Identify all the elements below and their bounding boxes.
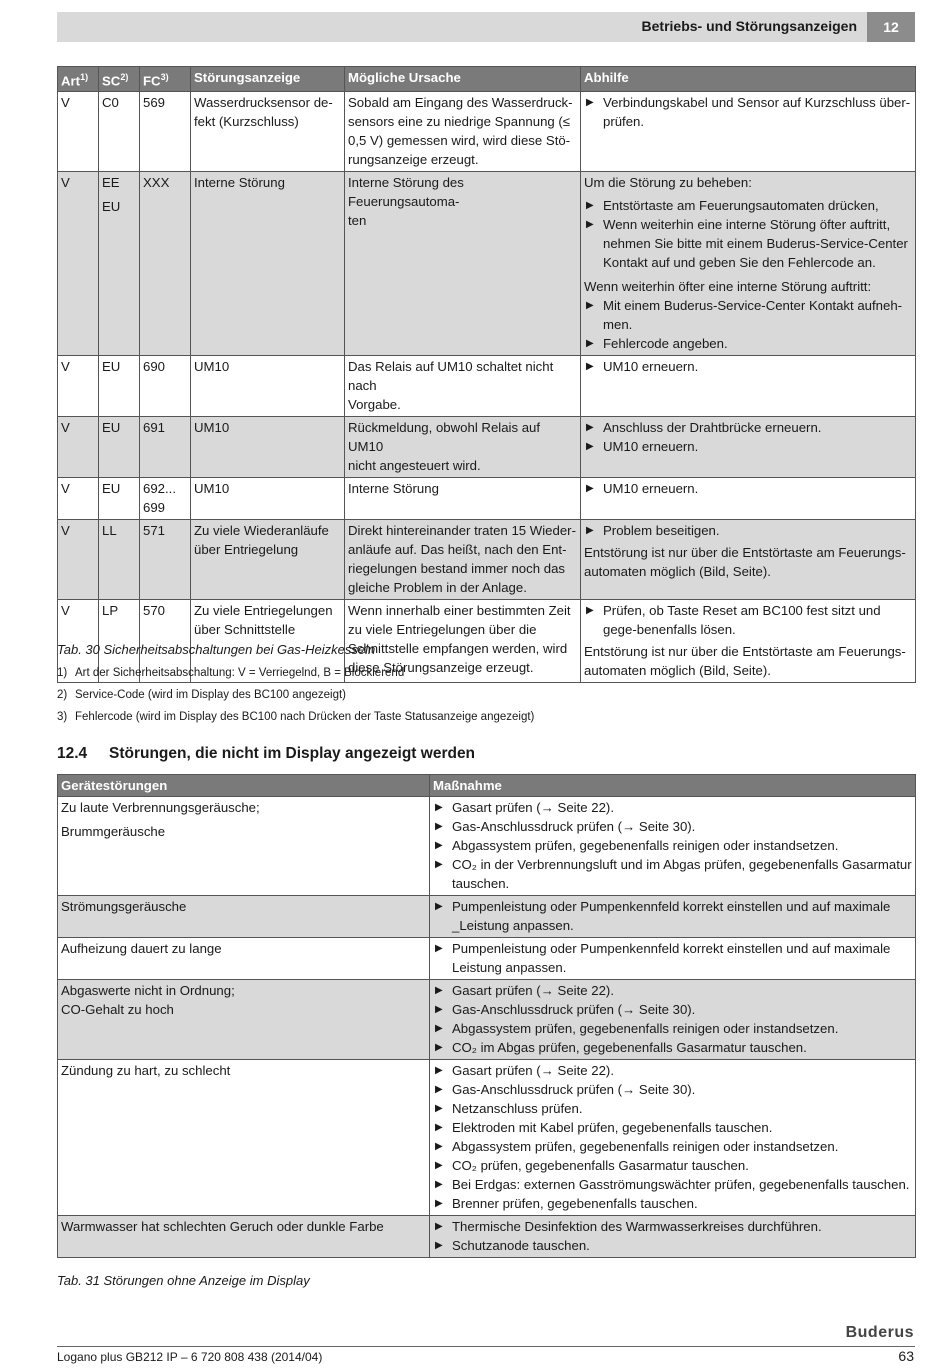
cell-display: Zu viele Wiederanläufe über Entriegelung [191,520,345,600]
table-row [58,520,916,600]
cell-sc: LL [99,520,140,600]
table-row [58,417,916,478]
page-number: 63 [898,1348,914,1364]
cell-remedy [581,520,916,600]
measure-step: ▶ CO₂ im Abgas prüfen, gegebenenfalls Gasarmatur tauschen. [433,1038,912,1057]
remedy-note: Entstörung ist nur über die Entstörtaste am Feuerungs-automaten möglich (Bild, Seite). [584,545,906,580]
remedy-step: ▶ Verbindungskabel und Sensor auf Kurzschluss über-prüfen. [584,93,912,131]
table-row [58,1060,916,1216]
cell-art: V [58,600,99,683]
measure-step: ▶ Gasart prüfen (→ Seite 22). [433,1061,912,1080]
cell-fc: 571 [140,520,191,600]
cell-cause: Rückmeldung, obwohl Relais auf UM10 nicht angesteuert wird. [345,417,581,478]
cell-remedy [581,417,916,478]
page-header [57,12,915,42]
measure-step: ▶ Pumpenleistung oder Pumpenkennfeld korrekt einstellen und auf maximale _Leistung anpassen. [433,897,912,935]
cell-cause: Direkt hintereinander traten 15 Wieder- anläufe auf. Das heißt, nach den Ent- riegelungen bestand immer noch das gleiche Problem in der Anlage. [345,520,581,600]
col-sc: SC$^{2)}$ [99,67,140,92]
table-row [58,938,916,980]
remedy-step: ▶ Anschluss der Drahtbrücke erneuern. [584,418,912,437]
table-row [58,1216,916,1258]
cell-art: V [58,356,99,417]
cell-cause: Interne Störung [345,478,581,520]
cell-fc: 691 [140,417,191,478]
cell-cause: Wenn innerhalb einer bestimmten Zeit zu viele Entriegelungen über die Schnittstelle empfangen werden, wird diese Störungsanzeige erzeugt. [345,600,581,683]
remedy-step: ▶ UM10 erneuern. [584,357,912,376]
cell-display: Zu viele Entriegelungen über Schnittstelle [191,600,345,683]
cell-fc: XXX [140,172,191,356]
table-row [58,172,916,356]
cell-fault: Warmwasser hat schlechten Geruch oder dunkle Farbe [58,1216,430,1258]
cell-remedy [581,478,916,520]
cell-sc: C0 [99,92,140,172]
col-cause: Mögliche Ursache [345,67,581,92]
cell-sc: EU [99,417,140,478]
table-header-row [58,67,916,92]
cell-art: V [58,172,99,356]
remedy-step: ▶ UM10 erneuern. [584,479,912,498]
cell-sc: EU [99,356,140,417]
col-art: Art$^{1)}$ [58,67,99,92]
buderus-logo: Buderus [845,1324,914,1341]
section-heading: 12.4 Störungen, die nicht im Display angezeigt werden [57,745,476,762]
measure-step: ▶ Gas-Anschlussdruck prüfen (→ Seite 30). [433,817,912,836]
cell-remedy [581,172,916,356]
table-header-row [58,775,916,797]
remedy-step: ▶ Fehlercode angeben. [584,334,912,353]
cell-cause: Interne Störung des Feuerungsautoma- ten [345,172,581,356]
cell-fc: 569 [140,92,191,172]
header-title: Betriebs- und Störungsanzeigen [641,18,857,34]
measure-step: ▶ Gasart prüfen (→ Seite 22). [433,981,912,1000]
cell-sc: EU [99,478,140,520]
cell-remedy [581,356,916,417]
remedy-step: ▶ UM10 erneuern. [584,437,912,456]
measure-step: ▶ Pumpenleistung oder Pumpenkennfeld korrekt einstellen und auf maximale Leistung anpassen. [433,939,912,977]
cell-display: Wasserdrucksensor de- fekt (Kurzschluss) [191,92,345,172]
table-row [58,478,916,520]
measure-step: ▶ Gas-Anschlussdruck prüfen (→ Seite 30). [433,1080,912,1099]
remedy-intro: Um die Störung zu beheben: [584,175,752,191]
cell-display: Interne Störung [191,172,345,356]
col-measure: Maßnahme [430,775,916,797]
chapter-number: 12 [867,12,915,42]
measure-step: ▶ CO₂ prüfen, gegebenenfalls Gasarmatur tauschen. [433,1156,912,1175]
cell-sc: EE EU [99,172,140,356]
col-fault: Gerätestörungen [58,775,430,797]
table-31-caption: Tab. 31 Störungen ohne Anzeige im Display [57,1273,310,1288]
col-remedy: Abhilfe [581,67,916,92]
remedy-step: ▶ Prüfen, ob Taste Reset am BC100 fest sitzt und gege-benenfalls lösen. [584,601,912,639]
cell-remedy [581,92,916,172]
cell-measure [430,1060,916,1216]
cell-measure [430,938,916,980]
table-row [58,980,916,1060]
remedy-note: Wenn weiterhin öfter eine interne Störung auftritt: [584,279,872,295]
measure-step: ▶ Elektroden mit Kabel prüfen, gegebenenfalls tauschen. [433,1118,912,1137]
table-row [58,797,916,896]
cell-fault: Aufheizung dauert zu lange [58,938,430,980]
cell-fault: Abgaswerte nicht in Ordnung; CO-Gehalt zu hoch [58,980,430,1060]
cell-fault: Zu laute Verbrennungsgeräusche; Brummgeräusche [58,797,430,896]
cell-measure [430,797,916,896]
table-faults-no-display [57,774,916,1258]
table-row [58,356,916,417]
measure-step: ▶ Abgassystem prüfen, gegebenenfalls reinigen oder instandsetzen. [433,1137,912,1156]
measure-step: ▶ Netzanschluss prüfen. [433,1099,912,1118]
cell-cause: Sobald am Eingang des Wasserdruck- sensors eine zu niedrige Spannung (≤ 0,5 V) gemessen wird, wird diese Stö- rungsanzeige erzeugt. [345,92,581,172]
col-display: Störungsanzeige [191,67,345,92]
table-30-caption: Tab. 30 Sicherheitsabschaltungen bei Gas-Heizkesseln [57,642,376,657]
table-safety-shutdowns [57,66,916,683]
cell-fc: 692... 699 [140,478,191,520]
cell-fc: 690 [140,356,191,417]
cell-measure [430,1216,916,1258]
remedy-step: ▶ Wenn weiterhin eine interne Störung öfter auftritt, nehmen Sie bitte mit einem Buderus-Service-Center Kontakt auf und geben Sie den Fehlercode an. [584,215,912,272]
document-id: Logano plus GB212 IP – 6 720 808 438 (2014/04) [57,1350,323,1364]
cell-display: UM10 [191,417,345,478]
cell-art: V [58,520,99,600]
cell-remedy [581,600,916,683]
cell-measure [430,980,916,1060]
cell-art: V [58,417,99,478]
table-row [58,92,916,172]
measure-step: ▶ Gas-Anschlussdruck prüfen (→ Seite 30). [433,1000,912,1019]
remedy-step: ▶ Entstörtaste am Feuerungsautomaten drücken, [584,196,912,215]
remedy-note: Entstörung ist nur über die Entstörtaste am Feuerungs-automaten möglich (Bild, Seite). [584,644,906,679]
cell-sc: LP [99,600,140,683]
cell-display: UM10 [191,356,345,417]
col-fc: FC$^{3)}$ [140,67,191,92]
measure-step: ▶ CO₂ in der Verbrennungsluft und im Abgas prüfen, gegebenenfalls Gasarmatur tauschen. [433,855,912,893]
footnote: 2) Service-Code (wird im Display des BC100 angezeigt) [57,689,347,701]
footnote: 1) Art der Sicherheitsabschaltung: V = Verriegelnd, B = Blockierend [57,667,405,679]
measure-step: ▶ Gasart prüfen (→ Seite 22). [433,798,912,817]
measure-step: ▶ Thermische Desinfektion des Warmwasserkreises durchführen. [433,1217,912,1236]
remedy-step: ▶ Mit einem Buderus-Service-Center Kontakt aufneh-men. [584,296,912,334]
measure-step: ▶ Schutzanode tauschen. [433,1236,912,1255]
measure-step: ▶ Bei Erdgas: externen Gasströmungswächter prüfen, gegebenenfalls tauschen. [433,1175,912,1194]
footnote: 3) Fehlercode (wird im Display des BC100 nach Drücken der Taste Statusanzeige angezeigt) [57,711,535,723]
cell-fault: Strömungsgeräusche [58,896,430,938]
remedy-step: ▶ Problem beseitigen. [584,521,912,540]
footer-rule [57,1346,915,1347]
measure-step: ▶ Abgassystem prüfen, gegebenenfalls reinigen oder instandsetzen. [433,1019,912,1038]
measure-step: ▶ Brenner prüfen, gegebenenfalls tauschen. [433,1194,912,1213]
cell-measure [430,896,916,938]
cell-art: V [58,92,99,172]
measure-step: ▶ Abgassystem prüfen, gegebenenfalls reinigen oder instandsetzen. [433,836,912,855]
cell-display: UM10 [191,478,345,520]
cell-fc: 570 [140,600,191,683]
cell-cause: Das Relais auf UM10 schaltet nicht nach Vorgabe. [345,356,581,417]
table-row [58,896,916,938]
cell-fault: Zündung zu hart, zu schlecht [58,1060,430,1216]
cell-art: V [58,478,99,520]
